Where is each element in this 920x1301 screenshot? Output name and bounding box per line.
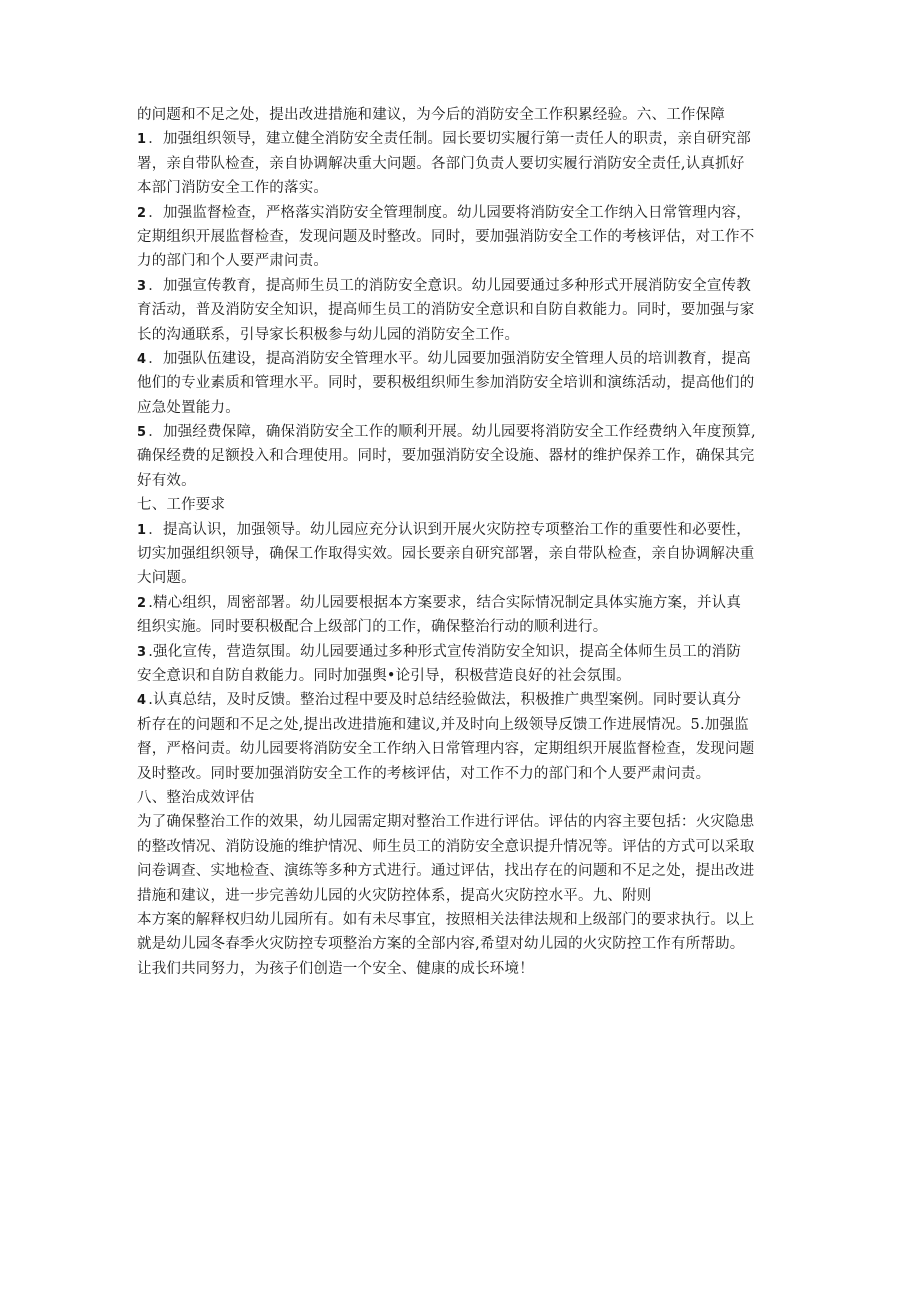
line-text: 让我们共同努力，为孩子们创造一个安全、健康的成长环境！ xyxy=(137,960,534,977)
line-text: 署，亲自带队检查，亲自协调解决重大问题。各部门负责人要切实履行消防安全责任,认真抓好 xyxy=(137,155,745,172)
text-line xyxy=(137,493,787,517)
line-text: 切实加强组织领导，确保工作取得实效。园长要亲自研究部署，亲自带队检查，亲自协调解决重 xyxy=(137,546,755,563)
text-line xyxy=(137,908,787,932)
item-number: 5 xyxy=(137,425,147,441)
text-line xyxy=(137,713,787,737)
line-text: 他们的专业素质和管理水平。同时，要积极组织师生参加消防安全培训和演练活动，提高他们的 xyxy=(137,375,755,392)
line-text: ．提高认识，加强领导。幼儿园应充分认识到开展火灾防控专项整治工作的重要性和必要性， xyxy=(148,521,751,538)
text-line xyxy=(137,835,787,859)
text-line xyxy=(137,932,787,956)
line-text: 为了确保整治工作的效果，幼儿园需定期对整治工作进行评估。评估的内容主要包括：火灾隐患 xyxy=(137,814,755,831)
text-line xyxy=(137,810,787,834)
text-line xyxy=(137,201,787,225)
line-text: 七、工作要求 xyxy=(137,497,226,514)
line-text: 长的沟通联系，引导家长积极参与幼儿园的消防安全工作。 xyxy=(137,326,520,343)
line-text: .强化宣传，营造氛围。幼儿园要通过多种形式宣传消防安全知识，提高全体师生员工的消防 xyxy=(148,643,742,660)
text-line xyxy=(137,664,787,688)
item-number: 1 xyxy=(137,522,147,538)
line-text: 及时整改。同时要加强消防安全工作的考核评估，对工作不力的部门和个人要严肃问责。 xyxy=(137,765,711,782)
text-line xyxy=(137,444,787,468)
line-text: 安全意识和自防自救能力。同时加强舆•论引导，积极营造良好的社会氛围。 xyxy=(137,667,631,684)
line-text: 八、整治成效评估 xyxy=(137,789,255,806)
line-text: .精心组织，周密部署。幼儿园要根据本方案要求，结合实际情况制定具体实施方案，并认真 xyxy=(148,594,742,611)
text-line xyxy=(137,371,787,395)
text-line xyxy=(137,688,787,712)
text-line xyxy=(137,103,787,127)
line-text: 力的部门和个人要严肃问责。 xyxy=(137,253,329,270)
item-number: 1 xyxy=(137,132,147,148)
text-line xyxy=(137,469,787,493)
item-number: 3 xyxy=(137,278,147,294)
text-line xyxy=(137,762,787,786)
line-text: 确保经费的足额投入和合理使用。同时，要加强消防安全设施、器材的维护保养工作，确保其完 xyxy=(137,448,755,465)
line-text: 的整改情况、消防设施的维护情况、师生员工的消防安全意识提升情况等。评估的方式可以采取 xyxy=(137,838,755,855)
text-line xyxy=(137,420,787,444)
line-text: 大问题。 xyxy=(137,570,196,587)
line-text: 组织实施。同时要积极配合上级部门的工作，确保整治行动的顺利进行。 xyxy=(137,619,608,636)
line-text: 定期组织开展监督检查，发现问题及时整改。同时，要加强消防安全工作的考核评估，对工作不 xyxy=(137,228,755,245)
line-text: 就是幼儿园冬春季火灾防控专项整治方案的全部内容,希望对幼儿园的火灾防控工作有所帮助。 xyxy=(137,936,745,953)
line-text: ．加强经费保障，确保消防安全工作的顺利开展。幼儿园要将消防安全工作经费纳入年度预算, xyxy=(148,424,756,441)
item-number: 3 xyxy=(137,644,147,660)
line-text: ．加强组织领导，建立健全消防安全责任制。园长要切实履行第一责任人的职责，亲自研究部 xyxy=(148,131,751,148)
line-text: ．加强宣传教育，提高师生员工的消防安全意识。幼儿园要通过多种形式开展消防安全宣传教 xyxy=(148,277,751,294)
text-line xyxy=(137,591,787,615)
text-line xyxy=(137,225,787,249)
text-line xyxy=(137,884,787,908)
line-text: 的问题和不足之处，提出改进措施和建议，为今后的消防安全工作积累经验。六、工作保障 xyxy=(137,107,725,123)
line-text: 问卷调查、实地检查、演练等多种方式进行。通过评估，找出存在的问题和不足之处，提出改进 xyxy=(137,863,755,880)
text-line xyxy=(137,957,787,981)
text-line xyxy=(137,566,787,590)
line-text: ．加强监督检查，严格落实消防安全管理制度。幼儿园要将消防安全工作纳入日常管理内容， xyxy=(148,204,751,221)
line-text: 本部门消防安全工作的落实。 xyxy=(137,180,329,197)
line-text: 应急处置能力。 xyxy=(137,399,240,416)
text-line xyxy=(137,640,787,664)
text-line xyxy=(137,518,787,542)
item-number: 4 xyxy=(137,351,147,367)
line-text: 育活动，普及消防安全知识，提高师生员工的消防安全意识和自防自救能力。同时，要加强与家 xyxy=(137,302,755,319)
item-number: 2 xyxy=(137,595,147,611)
item-number: 2 xyxy=(137,205,147,221)
text-line xyxy=(137,298,787,322)
text-line xyxy=(137,347,787,371)
line-text: 措施和建议，进一步完善幼儿园的火灾防控体系，提高火灾防控水平。九、附则 xyxy=(137,887,652,904)
line-text: 本方案的解释权归幼儿园所有。如有未尽事宜，按照相关法律法规和上级部门的要求执行。以上 xyxy=(137,911,755,928)
item-number: 4 xyxy=(137,693,147,709)
text-line xyxy=(137,859,787,883)
text-line xyxy=(137,323,787,347)
text-line xyxy=(137,396,787,420)
text-line xyxy=(137,542,787,566)
text-line xyxy=(137,176,787,200)
text-line xyxy=(137,152,787,176)
line-text: 督，严格问责。幼儿园要将消防安全工作纳入日常管理内容，定期组织开展监督检查，发现问题 xyxy=(137,741,755,758)
line-text: 好有效。 xyxy=(137,472,196,489)
text-line xyxy=(137,615,787,639)
text-line xyxy=(137,274,787,298)
line-text: .认真总结，及时反馈。整治过程中要及时总结经验做法，积极推广典型案例。同时要认真分 xyxy=(148,692,742,709)
text-line xyxy=(137,249,787,273)
line-text: ．加强队伍建设，提高消防安全管理水平。幼儿园要加强消防安全管理人员的培训教育，提高 xyxy=(148,350,751,367)
document-body xyxy=(137,103,787,981)
text-line xyxy=(137,127,787,151)
text-line xyxy=(137,786,787,810)
line-text: 析存在的问题和不足之处,提出改进措施和建议,并及时向上级领导反馈工作进展情况。5.加强监 xyxy=(137,716,749,733)
text-line xyxy=(137,737,787,761)
